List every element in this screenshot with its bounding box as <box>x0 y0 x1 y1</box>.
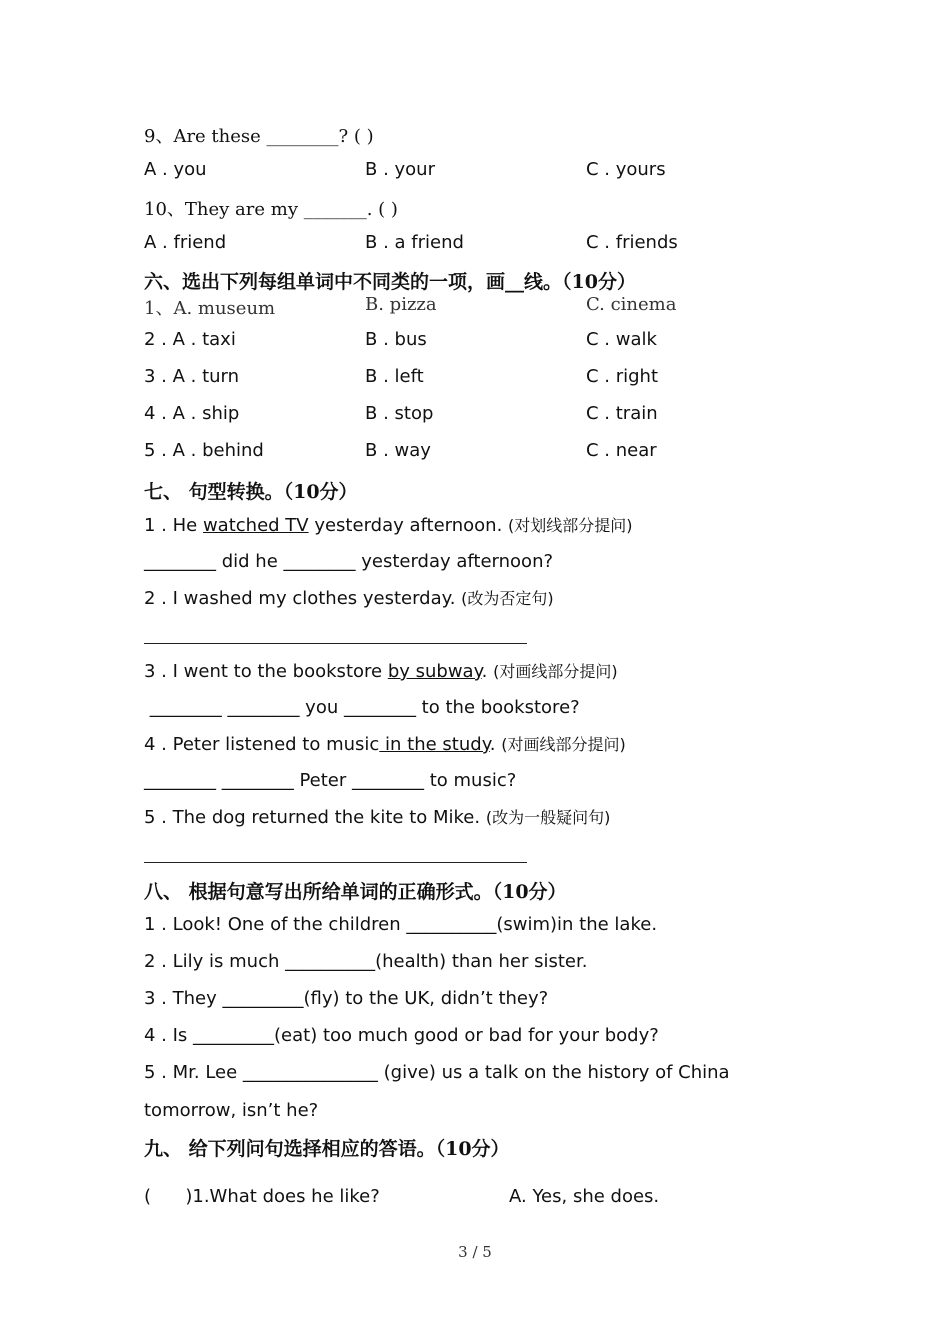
section-9-title: 九、 给下列问句选择相应的答语。（10分） <box>144 1138 510 1160</box>
s7-item-3-text-end: . <box>481 661 494 682</box>
s7-item-4-text-end: . <box>489 734 502 755</box>
s7-item-2 <box>144 586 554 609</box>
s7-item-3 <box>144 659 618 682</box>
s6-group-1-a: 1、A. museum <box>144 298 276 319</box>
s7-item-4-note: (对画线部分提问) <box>501 735 626 754</box>
s7-item-2-answer-line <box>144 643 527 644</box>
s8-item-5-continued: tomorrow, isn’t he? <box>144 1100 319 1121</box>
s7-item-5-answer-line <box>144 862 527 863</box>
s8-item-1: 1 . Look! One of the children __________(swim)in the lake. <box>144 914 658 935</box>
s6-group-3-b: B . left <box>365 366 424 387</box>
s9-item-1-question: ( )1.What does he like? <box>144 1186 380 1207</box>
q9-option-c: C . yours <box>586 159 666 180</box>
q10-option-a: A . friend <box>144 232 227 253</box>
section-6-title: 六、选出下列每组单词中不同类的一项，画__线。（10分） <box>144 271 636 293</box>
q9-option-b: B . your <box>365 159 435 180</box>
q10-option-c: C . friends <box>586 232 678 253</box>
s6-group-1-b: B. pizza <box>365 294 437 315</box>
s7-item-1 <box>144 513 633 536</box>
s8-item-3: 3 . They _________(fly) to the UK, didn’t they? <box>144 988 549 1009</box>
s7-item-4-text: 4 . Peter listened to music <box>144 734 380 755</box>
s9-item-1-answer: A. Yes, she does. <box>509 1186 660 1207</box>
s7-item-4 <box>144 732 626 755</box>
question-9: 9、Are these ________? ( ) <box>144 126 374 147</box>
s7-item-2-note: (改为否定句) <box>461 589 554 608</box>
s7-item-4-answer: ________ ________ Peter ________ to music? <box>144 770 517 791</box>
s7-item-4-underlined: in the study <box>379 734 490 755</box>
question-10: 10、They are my _______. ( ) <box>144 199 398 220</box>
s8-item-4: 4 . Is _________(eat) too much good or bad for your body? <box>144 1025 659 1046</box>
s7-item-3-text: 3 . I went to the bookstore <box>144 661 388 682</box>
s7-item-1-text-end: yesterday afternoon. <box>308 515 509 536</box>
s8-item-2: 2 . Lily is much __________(health) than her sister. <box>144 951 588 972</box>
s7-item-1-underlined: watched TV <box>202 515 309 536</box>
s7-item-5-text: 5 . The dog returned the kite to Mike. <box>144 807 486 828</box>
s6-group-5-b: B . way <box>365 440 431 461</box>
q10-option-b: B . a friend <box>365 232 464 253</box>
s7-item-2-text: 2 . I washed my clothes yesterday. <box>144 588 462 609</box>
s7-item-3-answer: ________ ________ you ________ to the bookstore? <box>144 697 580 718</box>
section-7-title: 七、 句型转换。（10分） <box>144 481 358 503</box>
page-number: 3 / 5 <box>458 1243 492 1261</box>
s6-group-5-a: 5 . A . behind <box>144 440 264 461</box>
s6-group-4-a: 4 . A . ship <box>144 403 240 424</box>
s6-group-5-c: C . near <box>586 440 657 461</box>
s6-group-4-c: C . train <box>586 403 658 424</box>
s7-item-3-note: (对画线部分提问) <box>493 662 618 681</box>
s6-group-2-c: C . walk <box>586 329 657 350</box>
s7-item-1-answer: ________ did he ________ yesterday afternoon? <box>144 551 554 572</box>
s6-group-4-b: B . stop <box>365 403 434 424</box>
s6-group-2-a: 2 . A . taxi <box>144 329 236 350</box>
s7-item-3-underlined: by subway <box>387 661 482 682</box>
s8-item-5: 5 . Mr. Lee _______________ (give) us a talk on the history of China <box>144 1062 730 1083</box>
s6-group-1-c: C. cinema <box>586 294 677 315</box>
s7-item-1-text: 1 . He <box>144 515 203 536</box>
s7-item-5 <box>144 805 610 828</box>
s7-item-1-note: (对划线部分提问) <box>508 516 633 535</box>
s7-item-5-note: (改为一般疑问句) <box>485 808 611 827</box>
q9-option-a: A . you <box>144 159 207 180</box>
s6-group-2-b: B . bus <box>365 329 427 350</box>
section-8-title: 八、 根据句意写出所给单词的正确形式。（10分） <box>144 881 567 903</box>
s6-group-3-c: C . right <box>586 366 659 387</box>
s6-group-3-a: 3 . A . turn <box>144 366 240 387</box>
